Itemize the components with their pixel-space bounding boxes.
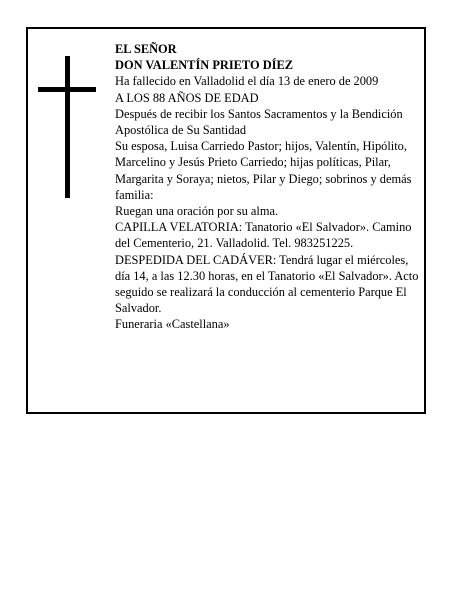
- obituary-notice: [26, 27, 426, 414]
- cross-horizontal-bar: [38, 87, 96, 92]
- cross-vertical-bar: [65, 56, 70, 198]
- sacraments-statement: Después de recibir los Santos Sacramentos y la Bendición Apostólica de Su Santidad: [115, 106, 403, 138]
- funeral-home: Funeraria «Castellana»: [115, 317, 230, 332]
- notice-title: EL SEÑOR: [115, 42, 177, 56]
- family-statement: Su esposa, Luisa Carriedo Pastor; hijos, Valentín, Hipólito, Marcelino y Jesús Prieto Carriedo; hijas políticas, Pilar, Margarita y Soraya; nietos, Pilar y Diego; sobrinos y demás familia:: [115, 139, 412, 202]
- age-statement: A LOS 88 AÑOS DE EDAD: [115, 90, 259, 105]
- death-statement: Ha fallecido en Valladolid el día 13 de enero de 2009: [115, 74, 379, 89]
- deceased-name: DON VALENTÍN PRIETO DÍEZ: [115, 58, 293, 73]
- chapel-information: CAPILLA VELATORIA: Tanatorio «El Salvador». Camino del Cementerio, 21. Valladolid. Tel. 983251225.: [115, 220, 412, 251]
- farewell-information: DESPEDIDA DEL CADÁVER: Tendrá lugar el miércoles, día 14, a las 12.30 horas, en el Tanatorio «El Salvador». Acto seguido se realizará la conducción al cementerio Parque El Salvador.: [115, 252, 419, 316]
- latin-cross-icon: [38, 56, 96, 198]
- notice-text-block: [115, 41, 420, 333]
- prayer-request: Ruegan una oración por su alma.: [115, 204, 279, 219]
